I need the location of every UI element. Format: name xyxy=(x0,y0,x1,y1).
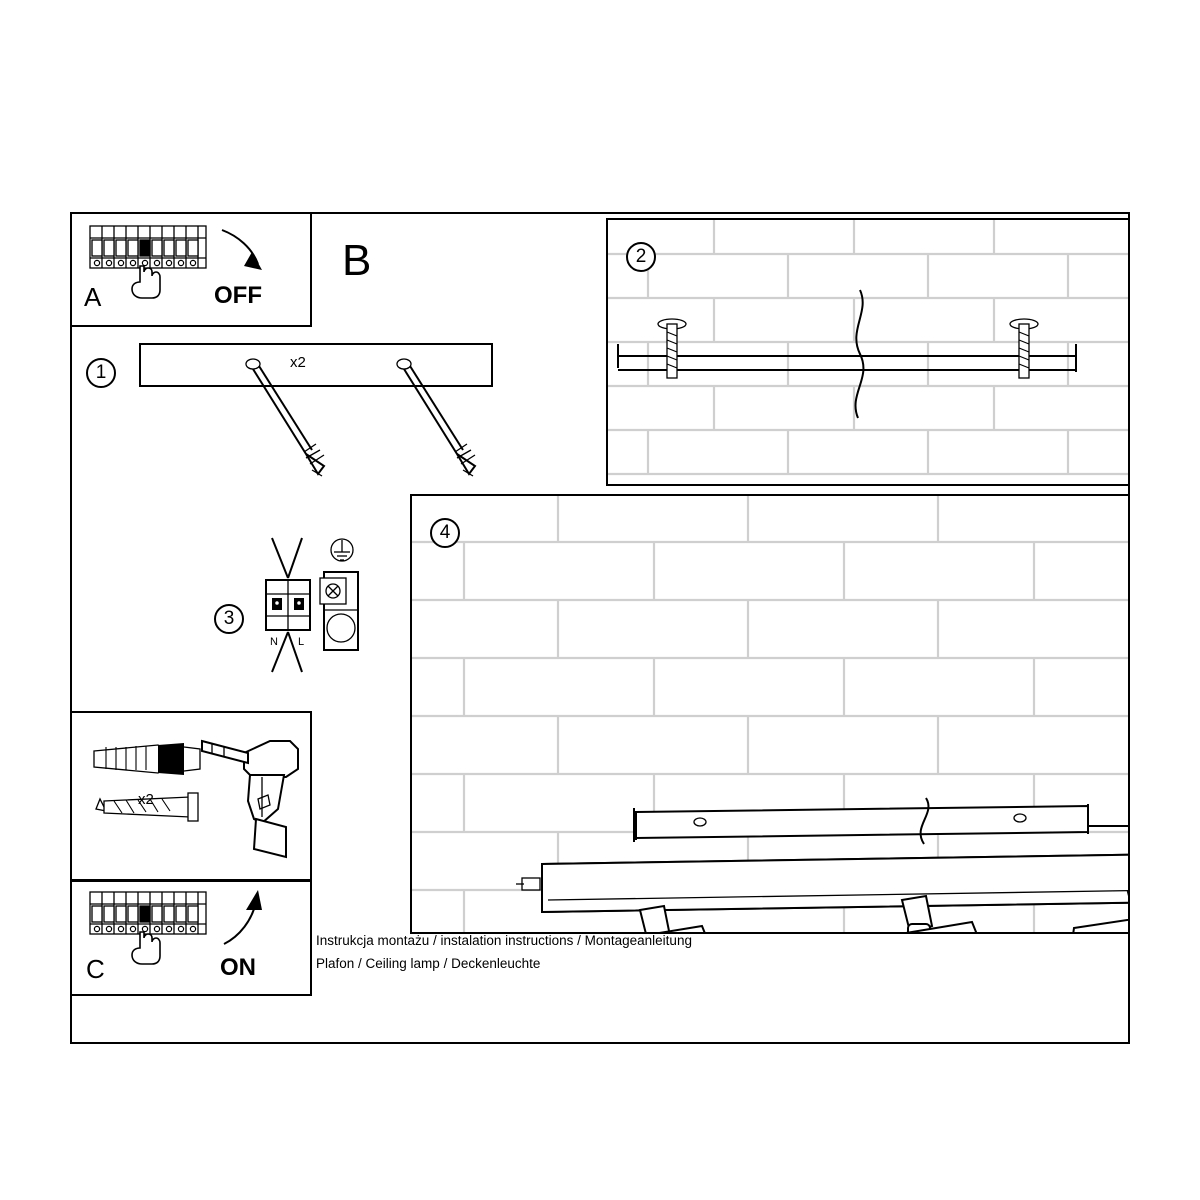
mounting-bar-behind xyxy=(634,804,1128,842)
caption-block xyxy=(316,930,692,972)
panel-a-off-label: OFF xyxy=(214,282,262,309)
tools-graphic xyxy=(72,713,310,879)
panel-c xyxy=(70,880,312,996)
tools-quantity: x2 xyxy=(138,791,154,808)
drill-icon xyxy=(202,741,298,857)
caption-line-2: Plafon / Ceiling lamp / Deckenleuchte xyxy=(316,956,541,971)
earth-symbol-icon xyxy=(331,539,353,561)
step-2-marker xyxy=(626,242,656,272)
terminal-block-icon xyxy=(90,892,206,934)
step-2-number: 2 xyxy=(635,246,647,267)
terminal-block-icon xyxy=(90,226,206,268)
panel-c-graphic xyxy=(72,882,310,994)
step-3-number: 3 xyxy=(223,608,235,629)
hand-icon xyxy=(132,932,160,964)
caption-line-1: Instrukcja montażu / instalation instructions / Montageanleitung xyxy=(316,933,692,948)
step-2-graphic xyxy=(608,220,1128,484)
terminal-l-label: L xyxy=(298,636,305,648)
lamp-base-bar xyxy=(516,854,1128,912)
step-1-number: 1 xyxy=(95,362,107,383)
panel-c-on-label: ON xyxy=(220,954,256,981)
end-screw-left xyxy=(516,878,540,890)
step-1-quantity: x2 xyxy=(290,354,306,371)
mounted-bar xyxy=(618,290,1076,418)
panel-a-letter: A xyxy=(84,282,102,312)
panel-tools xyxy=(70,711,312,881)
step-3-graphic xyxy=(254,532,374,682)
arrow-up-icon xyxy=(224,890,262,944)
step-3-marker xyxy=(214,604,244,634)
panel-b-letter: B xyxy=(342,236,372,285)
panel-a-graphic xyxy=(72,214,310,325)
panel-a xyxy=(70,212,312,327)
instruction-sheet xyxy=(70,212,1130,1044)
panel-step-4 xyxy=(410,494,1130,934)
arrow-down-icon xyxy=(222,230,262,270)
wall-plug-icon xyxy=(94,743,200,775)
hand-icon xyxy=(132,266,160,298)
step-4-graphic xyxy=(412,496,1128,932)
terminal-n-label: N xyxy=(270,636,278,648)
step-4-marker xyxy=(430,518,460,548)
step-4-number: 4 xyxy=(439,522,451,543)
step-1-marker xyxy=(86,358,116,388)
panel-step-2 xyxy=(606,218,1130,486)
step-1-graphic xyxy=(138,342,528,502)
panel-c-letter: C xyxy=(86,954,105,984)
